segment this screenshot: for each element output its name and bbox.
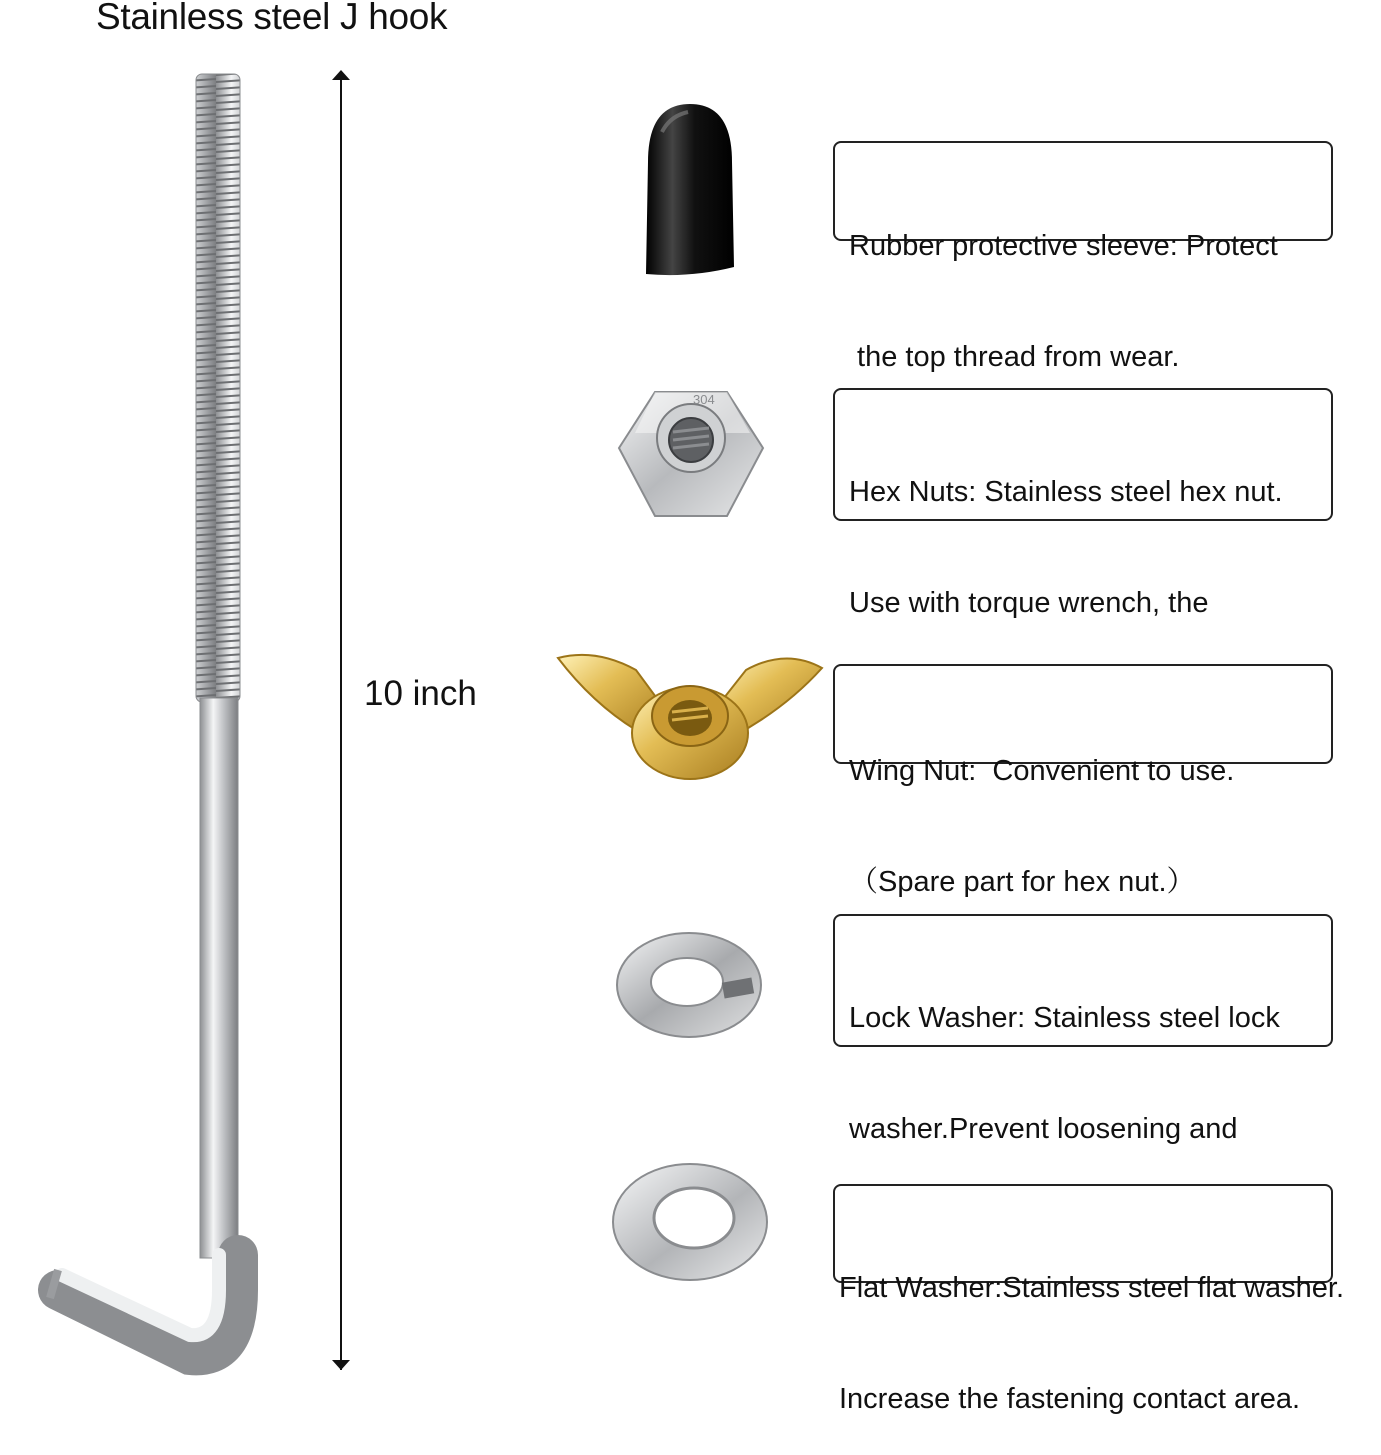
page-title: Stainless steel J hook: [96, 0, 448, 37]
sleeve-description: [833, 141, 1333, 373]
flat-line-2: Increase the fastening contact area.: [839, 1383, 1301, 1415]
dimension-line: [340, 72, 342, 1370]
wing-nut-description: [833, 664, 1333, 898]
lock-line-1: Lock Washer: Stainless steel lock: [849, 1002, 1280, 1034]
flat-washer-description: [833, 1184, 1345, 1415]
hex-nut-description: [833, 388, 1333, 619]
arrow-down-icon: [332, 1360, 350, 1370]
lock-line-2: washer.Prevent loosening and: [849, 1113, 1238, 1145]
wing-line-2: （Spare part for hex nut.）: [849, 866, 1196, 898]
wing-nut-icon: [556, 648, 824, 783]
lock-washer-icon: [615, 930, 765, 1040]
j-hook-icon: [40, 70, 260, 1390]
dimension-label: 10 inch: [364, 674, 477, 713]
hex-line-2: Use with torque wrench, the: [849, 587, 1209, 619]
hex-nut-stamp: 304: [693, 392, 715, 407]
flat-line-1: Flat Washer:Stainless steel flat washer.: [839, 1272, 1345, 1304]
sleeve-line-2: the top thread from wear.: [849, 341, 1180, 373]
lock-washer-description: [833, 914, 1333, 1145]
wing-line-1: Wing Nut: Convenient to use.: [849, 755, 1235, 787]
flat-washer-icon: [610, 1160, 770, 1285]
rubber-sleeve-icon: [640, 102, 740, 277]
hex-nut-icon: [615, 388, 765, 523]
arrow-up-icon: [332, 70, 350, 80]
hex-line-1: Hex Nuts: Stainless steel hex nut.: [849, 476, 1283, 508]
sleeve-line-1: Rubber protective sleeve: Protect: [849, 230, 1278, 262]
